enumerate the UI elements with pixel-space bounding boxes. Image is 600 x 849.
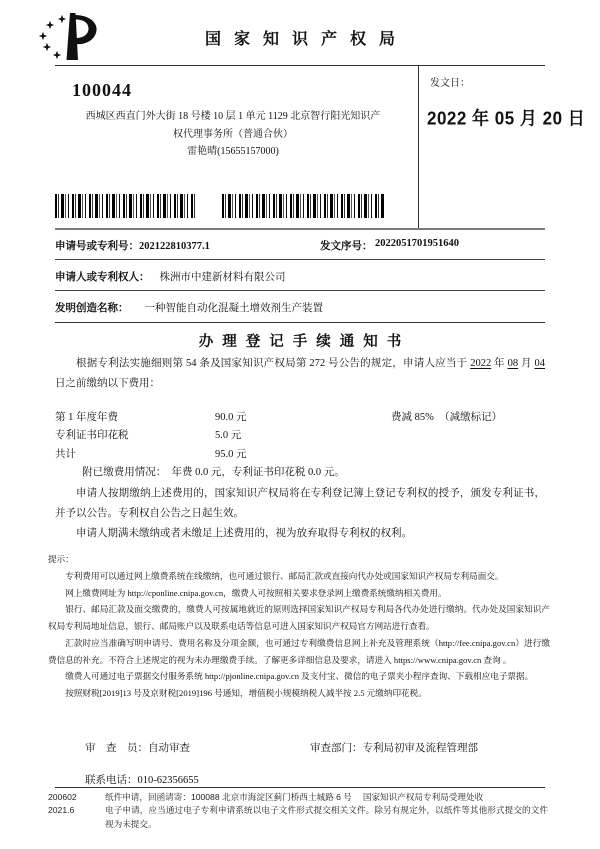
fee-reduction-note: 费减 85% （减缴标记） — [391, 412, 503, 423]
intro-prefix: 根据专利法实施细则第 54 条及国家知识产权局第 272 号公告的规定，申请人应当于 — [76, 358, 468, 369]
fee-row-stamp-tax — [55, 427, 545, 445]
tip-item: 银行、邮局汇款及面交缴费的，缴费人可按属地就近的原则选择国家知识产权局专利局各代办处进行缴纳。代办处及国家知识产权局专利局地址信息，银行、邮局账户以及联系电话等信息可进入国家知识产权局官方网站进行查看。 — [48, 604, 550, 631]
department-row — [310, 740, 478, 755]
recipient-postcode: 100044 — [72, 80, 132, 100]
form-codes — [48, 791, 105, 831]
recipient-contact: 雷艳晴(15655157000) — [187, 146, 279, 157]
dispatch-date-value: 2022 年 05 月 20 日 — [427, 108, 586, 129]
footer — [48, 791, 548, 831]
grant-paragraph: 申请人按期缴纳上述费用的，国家知识产权局将在专利登记簿上登记专利权的授予，颁发专利证书，并予以公告。专利权自公告之日起生效。 — [55, 488, 545, 519]
examiner-value: 自动审查 — [148, 743, 190, 754]
fee-row-total — [55, 446, 545, 464]
tip-item: 按照财税[2019]13 号及京财税[2019]196 号通知，增值税小规模纳税人减半按 2.5 元缴纳印花税。 — [65, 688, 427, 698]
fee-name: 专利证书印花税 — [55, 430, 129, 442]
tips-section — [48, 551, 550, 702]
due-month: 08 — [507, 358, 519, 369]
fee-amount: 5.0 元 — [215, 430, 242, 442]
e-filing-note: 电子申请，应当通过电子专利申请系统以电子文件形式提交相关文件。除另有规定外，以纸件等其他形式提交的文件视为未提交。 — [105, 805, 548, 829]
department-label: 审查部门： — [310, 743, 363, 754]
divider-rule — [55, 228, 545, 230]
paper-filing-note: 纸件申请，回函请寄：100088 北京市海淀区蓟门桥西土城路 6 号 国家知识产权局专利局受理处收 — [105, 792, 484, 802]
intro-paragraph — [55, 354, 545, 394]
application-no-label: 申请号或专利号： — [55, 241, 139, 252]
phone-value: 010-62356655 — [137, 775, 199, 786]
address-line-1: 西城区西直门外大街 18 号楼 10 层 1 单元 1129 北京智行阳光知识产 — [85, 111, 381, 122]
footer-rule — [55, 787, 545, 788]
fee-row-annual — [55, 409, 545, 427]
examiner-row — [85, 740, 190, 755]
header-rule — [55, 65, 545, 66]
tips-label: 提示： — [48, 554, 74, 564]
forfeit-paragraph: 申请人期满未缴纳或者未缴足上述费用的，视为放弃取得专利权的权利。 — [76, 527, 412, 539]
fee-name: 共计 — [55, 448, 76, 460]
footer-notes — [105, 791, 548, 831]
due-day: 04 — [534, 358, 545, 369]
fee-amount: 90.0 元 — [215, 412, 247, 423]
invention-title: 一种智能自动化混凝土增效剂生产装置 — [144, 303, 323, 314]
applicant-label: 申请人或专利权人： — [55, 272, 150, 283]
fee-table — [55, 409, 545, 464]
recipient-address — [58, 108, 408, 161]
fee-note — [391, 446, 545, 464]
due-year: 2022 — [470, 358, 492, 369]
dispatch-date-label: 发文日： — [430, 78, 470, 89]
agency-title: 国家知识产权局 — [204, 31, 408, 48]
day-unit: 日 — [55, 377, 66, 389]
meta-rule-3 — [55, 322, 545, 323]
barcode-left — [55, 194, 195, 218]
paid-info: 附已缴费用情况： 年费 0.0 元，专利证书印花税 0.0 元。 — [82, 467, 345, 478]
tip-item: 缴费人可通过电子票据交付服务系统 http://pjonline.cnipa.gov.cn 及支付宝、微信的电子票夹小程序查询、下载相应电子票据。 — [65, 671, 534, 682]
notice-title: 办理登记手续通知书 — [198, 334, 411, 350]
meta-row-numbers — [55, 238, 545, 253]
body-paragraphs — [55, 484, 545, 544]
applicant-name: 株洲市中建新材料有限公司 — [159, 272, 286, 283]
year-unit: 年 — [494, 358, 505, 369]
tip-item: 汇款时应当准确写明申请号、费用名称及分项金额，也可通过专利缴费信息网上补充及管理系统（http://fee.cnipa.gov.cn）进行缴费信息的补充。不符合上述规定的视为未办理缴费手续。了解更多详细信息及要求，请进入 https://www.cnipa.gov.cn 查询 。 — [48, 637, 550, 665]
fee-amount: 95.0 元 — [215, 448, 247, 460]
meta-row-invention — [55, 300, 545, 315]
phone-row — [85, 772, 199, 787]
meta-rule-1 — [55, 259, 545, 260]
intro-suffix: 之前缴纳以下费用： — [65, 377, 160, 389]
examiner-label: 审 查 员： — [85, 743, 148, 754]
tip-item: 网上缴费网址为 http://cponline.cnipa.gov.cn，缴费人可按照相关要求登录网上缴费系统缴纳相关费用。 — [65, 587, 447, 598]
address-line-2: 权代理事务所（普通合伙） — [173, 128, 293, 140]
invention-label: 发明创造名称： — [55, 303, 129, 314]
form-code: 200602 — [48, 792, 77, 802]
fee-note — [391, 427, 545, 445]
barcode-right — [222, 194, 385, 218]
department-value: 专利局初审及流程管理部 — [362, 743, 478, 754]
tip-item: 专利费用可以通过网上缴费系统在线缴纳，也可通过银行、邮局汇款或直接向代办处或国家知识产权局专利局面交。 — [65, 570, 504, 581]
header-vertical-divider — [418, 65, 419, 228]
application-no: 202122810377.1 — [139, 241, 210, 252]
dispatch-no: 2022051701951640 — [375, 238, 459, 249]
fee-name: 第 1 年度年费 — [55, 412, 118, 423]
dispatch-no-label: 发文序号： — [320, 241, 373, 252]
phone-label: 联系电话： — [85, 775, 138, 786]
month-unit: 月 — [520, 358, 532, 369]
form-version: 2021.6 — [48, 805, 75, 816]
meta-rule-2 — [55, 290, 545, 291]
meta-row-applicant — [55, 269, 545, 284]
